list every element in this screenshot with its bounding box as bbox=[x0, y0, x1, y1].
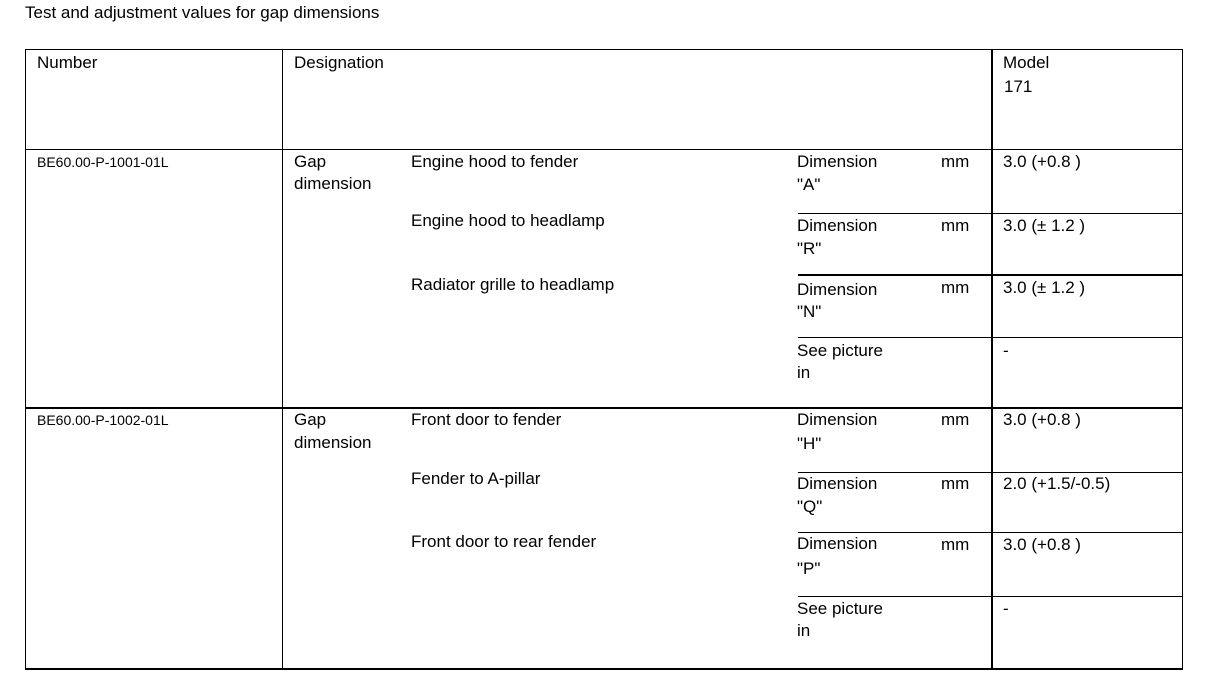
row-dimension: See picture bbox=[797, 599, 883, 618]
row-description: Front door to rear fender bbox=[411, 532, 597, 551]
row-dimension-label: "Q" bbox=[797, 497, 823, 516]
header-model: Model bbox=[1003, 53, 1050, 72]
column-divider bbox=[282, 50, 283, 668]
row-divider bbox=[798, 596, 1182, 597]
row-value: 3.0 (± 1.2 ) bbox=[1003, 216, 1086, 235]
row-value: 3.0 (+0.8 ) bbox=[1003, 152, 1081, 171]
row-dimension-label: "N" bbox=[797, 302, 822, 321]
row-value: 3.0 (+0.8 ) bbox=[1003, 410, 1081, 429]
row-dimension: Dimension bbox=[797, 152, 878, 171]
header-divider bbox=[26, 149, 1182, 150]
row-value: - bbox=[1003, 599, 1009, 618]
row-unit: mm bbox=[941, 278, 970, 297]
row-value: 3.0 (+0.8 ) bbox=[1003, 535, 1081, 554]
row-description: Fender to A-pillar bbox=[411, 469, 541, 488]
row-dimension: Dimension bbox=[797, 474, 878, 493]
row-dimension: Dimension bbox=[797, 216, 878, 235]
group-type-line1: Gap bbox=[294, 410, 327, 429]
row-value: - bbox=[1003, 341, 1009, 360]
gap-dimensions-table bbox=[25, 49, 1183, 670]
row-divider bbox=[798, 337, 1182, 338]
row-dimension-label: in bbox=[797, 363, 811, 382]
row-description: Front door to fender bbox=[411, 410, 562, 429]
column-divider bbox=[991, 50, 993, 668]
header-number: Number bbox=[37, 53, 98, 72]
row-dimension-label: "A" bbox=[797, 175, 821, 194]
group-type-line1: Gap bbox=[294, 152, 327, 171]
row-dimension: Dimension bbox=[797, 534, 878, 553]
row-divider bbox=[798, 274, 1182, 276]
row-unit: mm bbox=[941, 410, 970, 429]
row-dimension-label: in bbox=[797, 621, 811, 640]
row-dimension-label: "H" bbox=[797, 434, 822, 453]
header-designation: Designation bbox=[294, 53, 384, 72]
row-description: Radiator grille to headlamp bbox=[411, 275, 615, 294]
page-title: Test and adjustment values for gap dimensions bbox=[25, 3, 380, 22]
group-type-line2: dimension bbox=[294, 174, 372, 193]
group-number: BE60.00-P-1001-01L bbox=[37, 154, 169, 170]
row-unit: mm bbox=[941, 535, 970, 554]
row-dimension-label: "P" bbox=[797, 559, 821, 578]
group-type-line2: dimension bbox=[294, 433, 372, 452]
group-number: BE60.00-P-1002-01L bbox=[37, 412, 169, 428]
row-unit: mm bbox=[941, 474, 970, 493]
row-dimension: See picture bbox=[797, 341, 883, 360]
row-unit: mm bbox=[941, 152, 970, 171]
row-dimension: Dimension bbox=[797, 280, 878, 299]
row-dimension-label: "R" bbox=[797, 239, 822, 258]
row-dimension: Dimension bbox=[797, 410, 878, 429]
row-description: Engine hood to fender bbox=[411, 152, 579, 171]
row-divider bbox=[798, 213, 1182, 214]
header-model-value: 171 bbox=[1004, 77, 1033, 96]
row-value: 3.0 (± 1.2 ) bbox=[1003, 278, 1086, 297]
row-value: 2.0 (+1.5/-0.5) bbox=[1003, 474, 1111, 493]
row-description: Engine hood to headlamp bbox=[411, 211, 605, 230]
row-unit: mm bbox=[941, 216, 970, 235]
